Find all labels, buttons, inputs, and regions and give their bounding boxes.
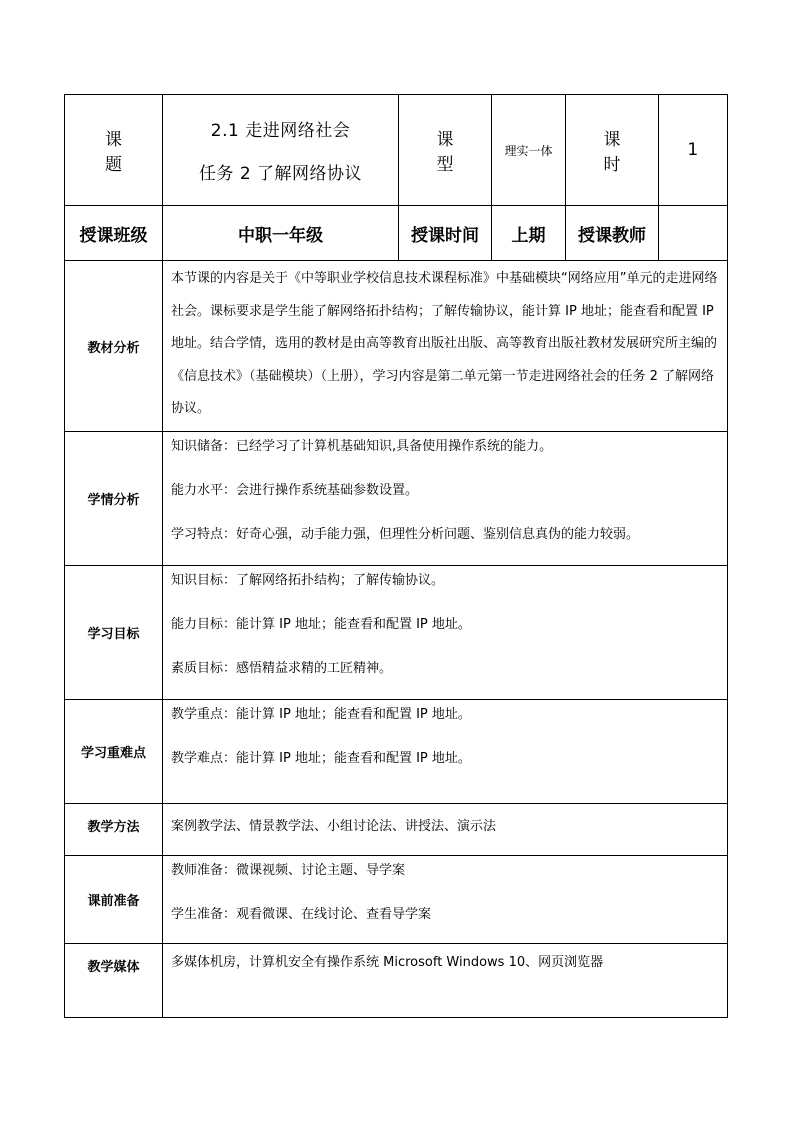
students-content bbox=[163, 432, 728, 566]
students-label: 学情分析 bbox=[65, 432, 163, 566]
goals-line: 能力目标：能计算 IP 地址；能查看和配置 IP 地址。 bbox=[171, 617, 471, 632]
preparation-line: 教师准备：微课视频、讨论主题、导学案 bbox=[171, 863, 406, 878]
row-material bbox=[65, 261, 728, 432]
class-label: 授课班级 bbox=[65, 206, 163, 261]
key-points-line: 教学难点：能计算 IP 地址；能查看和配置 IP 地址。 bbox=[171, 751, 471, 766]
row-students bbox=[65, 432, 728, 566]
preparation-line: 学生准备：观看微课、在线讨论、查看导学案 bbox=[171, 907, 432, 922]
preparation-label: 课前准备 bbox=[65, 856, 163, 944]
row-goals bbox=[65, 566, 728, 700]
type-label: 课 型 bbox=[399, 95, 492, 206]
time-label: 授课时间 bbox=[399, 206, 492, 261]
students-line: 能力水平：会进行操作系统基础参数设置。 bbox=[171, 483, 419, 498]
material-label: 教材分析 bbox=[65, 261, 163, 432]
teacher-value bbox=[659, 206, 728, 261]
students-line: 知识储备：已经学习了计算机基础知识,具备使用操作系统的能力。 bbox=[171, 439, 553, 454]
media-text: 多媒体机房，计算机安全有操作系统 Microsoft Windows 10、网页浏览器 bbox=[163, 944, 728, 1018]
goals-line: 素质目标：感悟精益求精的工匠精神。 bbox=[171, 661, 393, 676]
topic-label: 课 题 bbox=[65, 95, 163, 206]
row-key-points bbox=[65, 700, 728, 804]
hours-label: 课 时 bbox=[566, 95, 659, 206]
class-value: 中职一年级 bbox=[163, 206, 399, 261]
key-points-content bbox=[163, 700, 728, 804]
topic-title-line1: 2.1 走进网络社会 bbox=[210, 121, 351, 141]
row-media bbox=[65, 944, 728, 1018]
header-row-class bbox=[65, 206, 728, 261]
teacher-label: 授课教师 bbox=[566, 206, 659, 261]
topic-cell bbox=[163, 95, 399, 206]
methods-text: 案例教学法、情景教学法、小组讨论法、讲授法、演示法 bbox=[163, 804, 728, 856]
methods-label: 教学方法 bbox=[65, 804, 163, 856]
goals-line: 知识目标：了解网络拓扑结构；了解传输协议。 bbox=[171, 573, 445, 588]
material-text: 本节课的内容是关于《中等职业学校信息技术课程标准》中基础模块“网络应用”单元的走进网络社会。课标要求是学生能了解网络拓扑结构；了解传输协议，能计算 IP 地址；能查看和配置 IP 地址。结合学情，选用的教材是由高等教育出版社出版、高等教育出版社教材发展研究所主编的《信息技术》（基础模块）（上册），学习内容是第二单元第一节走进网络社会的任务 2 了解网络协议。 bbox=[163, 261, 728, 432]
hours-value: 1 bbox=[659, 95, 728, 206]
row-preparation bbox=[65, 856, 728, 944]
goals-content bbox=[163, 566, 728, 700]
time-value: 上期 bbox=[492, 206, 566, 261]
students-line: 学习特点：好奇心强，动手能力强，但理性分析问题、鉴别信息真伪的能力较弱。 bbox=[171, 527, 640, 542]
lesson-plan-table bbox=[64, 94, 728, 1018]
media-label: 教学媒体 bbox=[65, 944, 163, 1018]
row-methods bbox=[65, 804, 728, 856]
key-points-label: 学习重难点 bbox=[65, 700, 163, 804]
key-points-line: 教学重点：能计算 IP 地址；能查看和配置 IP 地址。 bbox=[171, 707, 471, 722]
preparation-content bbox=[163, 856, 728, 944]
topic-title-line2: 任务 2 了解网络协议 bbox=[198, 164, 363, 184]
header-row-topic bbox=[65, 95, 728, 206]
goals-label: 学习目标 bbox=[65, 566, 163, 700]
type-value: 理实一体 bbox=[492, 95, 566, 206]
